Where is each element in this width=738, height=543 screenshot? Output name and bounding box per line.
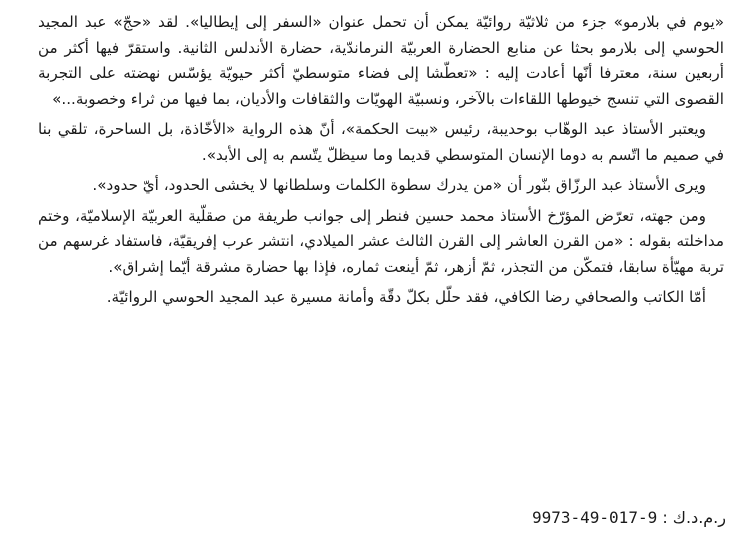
document-body xyxy=(38,10,724,316)
paragraph-bouhdiba: ويعتبر الأستاذ عبد الوهّاب بوحديبة، رئيس «بيت الحكمة»، أنّ هذه الرواية «الأخّاذة، بل الساحرة، تلقي بنا في صميم ما اتّسم به دوما الإنسان المتوسطي قديما وما سيظلّ يتّسم به إلى الأبد». xyxy=(38,120,724,164)
paragraph-intro: «يوم في بلارمو» جزء من ثلاثيّة روائيّة يمكن أن تحمل عنوان «السفر إلى إيطاليا». لقد «حجّ» عبد المجيد الحوسي إلى بلارمو بحثا عن منابع الحضارة العربيّة النرماندّية، حضارة الأندلس الثانية. واستقرّ فيها أكثر من أربعين سنة، معترفا أنّها أعادت إليه : «تعطّشا إلى فضاء متوسطيّ أكثر حيويّة يؤسّس نهضته على التجربة القصوى التي تنسج خيوطها اللقاءات بالآخر، ونسبيّة الهويّات والثقافات والأديان، بما فيها من ثراء وخصوبة...» xyxy=(38,13,724,108)
paragraph-fantar: ومن جهته، تعرّض المؤرّخ الأستاذ محمد حسين فنطر إلى جوانب طريفة من صقلّية العربيّة الإسلاميّة، وختم مداخلته بقوله : «من القرن العاشر إلى القرن الثالث عشر الميلادي، انتشر عرب إفريقيّة، فاستفاد غرسهم من تربة مهيّأة سابقا، فتمكّن من التجذر، ثمّ أزهر، ثمّ أينعت ثماره، فإذا بها حضارة مشرقة أيّما إشراق». xyxy=(38,206,724,276)
paragraph-bennour: ويرى الأستاذ عبد الرزّاق بنّور أن «من يدرك سطوة الكلمات وسلطانها لا يخشى الحدود، أيّ حدود». xyxy=(92,176,706,194)
isbn-line xyxy=(40,508,726,527)
paragraph-kefi: أمّا الكاتب والصحافي رضا الكافي، فقد حلّل بكلّ دقّة وأمانة مسيرة عبد المجيد الحوسي الروائيّة. xyxy=(106,288,706,306)
isbn-label: ر.م.د.ك : xyxy=(662,508,726,527)
isbn-number: 9973-49-017-9 xyxy=(531,508,658,527)
